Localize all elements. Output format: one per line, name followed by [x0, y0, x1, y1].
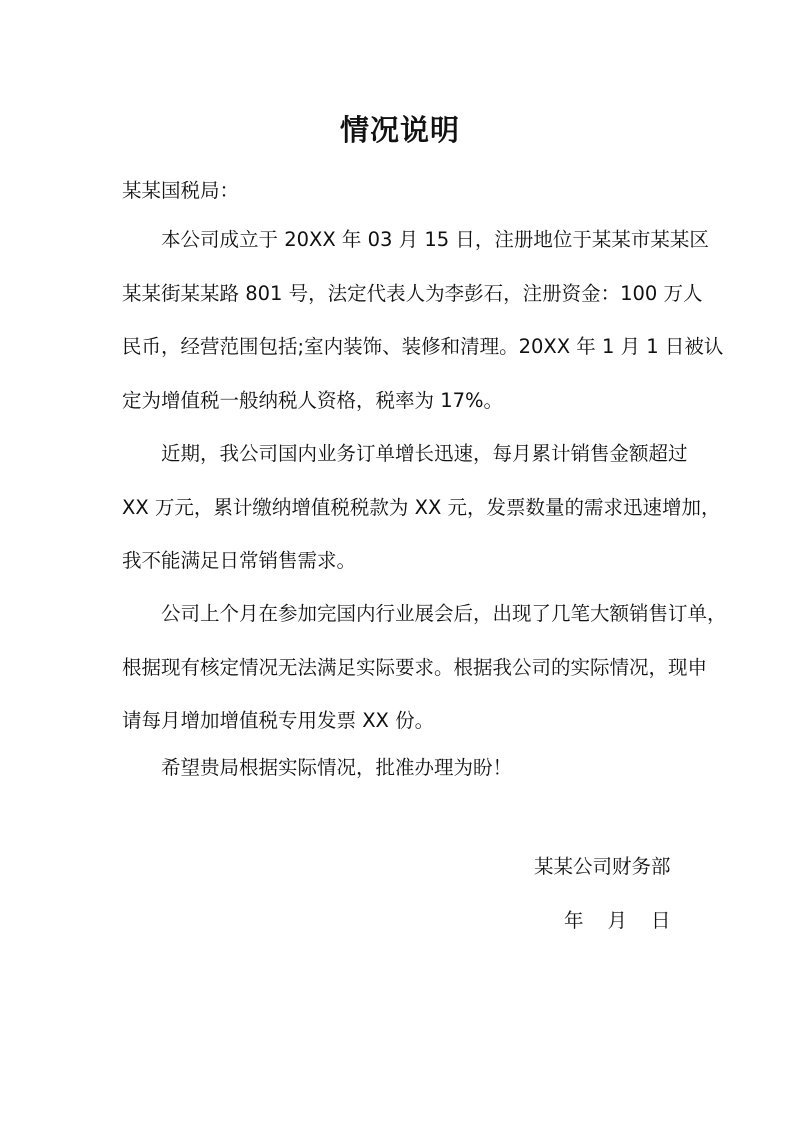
paragraph-line: 定为增值税一般纳税人资格，税率为 17%。: [122, 388, 504, 412]
paragraph-company-info: [122, 213, 724, 427]
paragraph-line: XX 万元，累计缴纳增值税税款为 XX 元，发票数量的需求迅速增加，: [122, 495, 721, 519]
date-day: 日: [651, 909, 671, 932]
signature: 某某公司财务部: [534, 855, 671, 878]
paragraph-line: 某某街某某路 801 号，法定代表人为李彭石，注册资金：100 万人: [122, 281, 703, 305]
paragraph-line: 请每月增加增值税专用发票 XX 份。: [122, 709, 435, 732]
paragraph-recent-business: [122, 427, 721, 588]
paragraph-closing: 希望贵局根据实际情况，批准办理为盼！: [161, 756, 513, 779]
date-line: [564, 904, 671, 938]
paragraph-line: 民币，经营范围包括;室内装饰、装修和清理。20XX 年 1 月 1 日被认: [122, 335, 724, 358]
paragraph-line: 我不能满足日常销售需求。: [122, 549, 357, 572]
date-month: 月: [607, 909, 628, 932]
paragraph-line: 根据现有核定情况无法满足实际要求。根据我公司的实际情况，现申: [122, 655, 708, 679]
paragraph-request: [122, 587, 727, 748]
paragraph-line: 公司上个月在参加完国内行业展会后，出现了几笔大额销售订单，: [161, 602, 727, 625]
paragraph-line: 近期，我公司国内业务订单增长迅速，每月累计销售金额超过: [161, 442, 688, 465]
date-year: 年: [564, 909, 584, 932]
salutation: 某某国税局：: [122, 179, 240, 202]
paragraph-line: 本公司成立于 20XX 年 03 月 15 日，注册地位于某某市某某区: [161, 228, 709, 251]
document-title: 情况说明: [339, 113, 460, 147]
